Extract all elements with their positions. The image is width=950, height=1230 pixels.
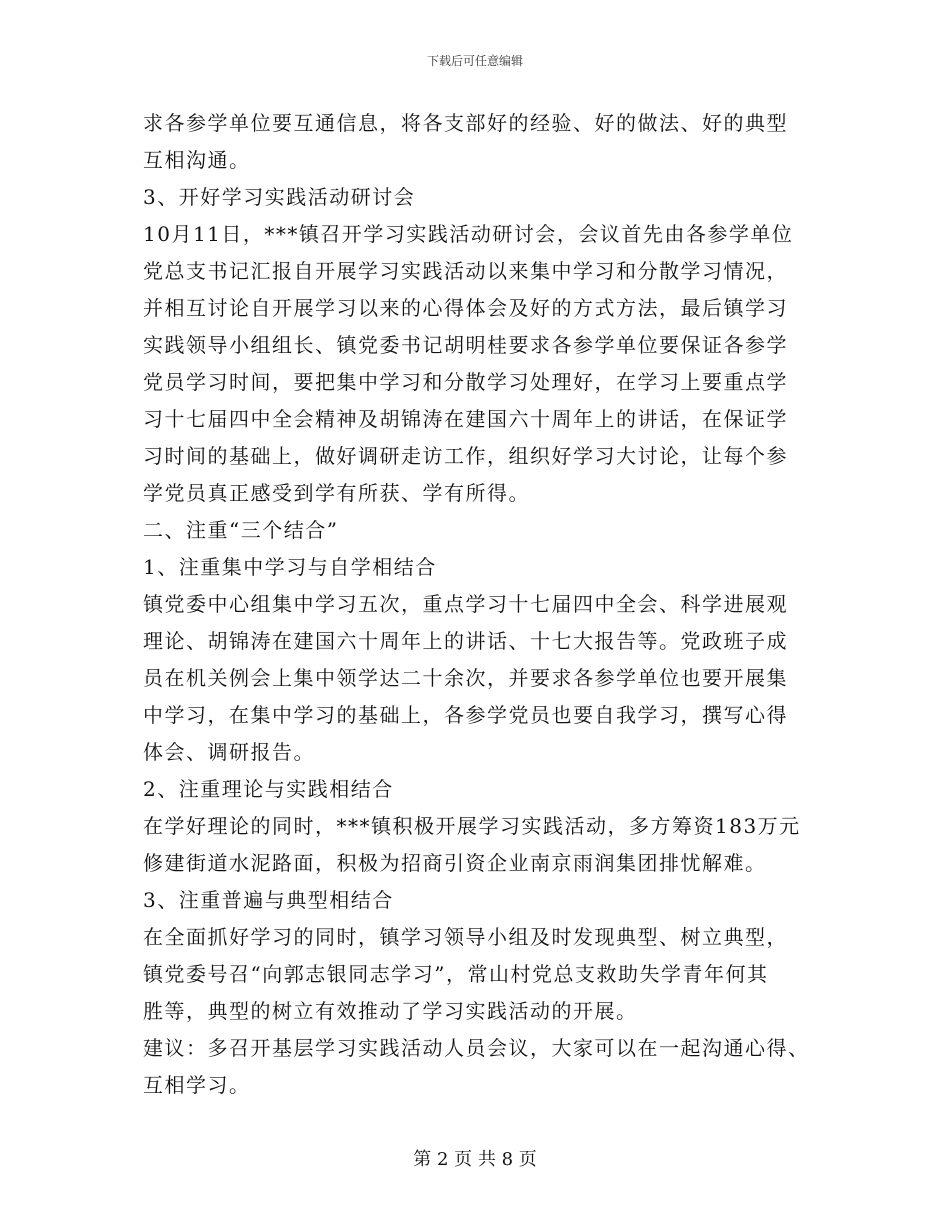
body-line: 体会、调研报告。 [143,740,315,764]
page-header: 下载后可任意编辑 [426,54,523,68]
section-heading: 3、注重普遍与典型相结合 [143,888,394,912]
body-line: 10月11日，***镇召开学习实践活动研讨会，会议首先由各参学单位 [143,222,794,246]
section-heading: 二、注重“三个结合” [143,518,339,542]
body-line: 理论、胡锦涛在建国六十周年上的讲话、十七大报告等。党政班子成 [143,629,788,653]
body-line: 求各参学单位要互通信息，将各支部好的经验、好的做法、好的典型 [143,111,788,135]
body-line: 并相互讨论自开展学习以来的心得体会及好的方式方法，最后镇学习 [143,296,788,320]
body-line: 实践领导小组组长、镇党委书记胡明桂要求各参学单位要保证各参学 [143,333,788,357]
body-line: 习时间的基础上，做好调研走访工作，组织好学习大讨论，让每个参 [143,444,788,468]
body-line: 在学好理论的同时，***镇积极开展学习实践活动，多方筹资183万元 [143,814,801,838]
body-line: 镇党委中心组集中学习五次，重点学习十七届四中全会、科学进展观 [143,592,788,616]
body-line: 党员学习时间，要把集中学习和分散学习处理好，在学习上要重点学 [143,370,788,394]
body-line: 镇党委号召“向郭志银同志学习”，常山村党总支救助失学青年何其 [143,962,769,986]
body-line: 党总支书记汇报自开展学习实践活动以来集中学习和分散学习情况， [143,259,788,283]
document-body [143,105,823,1104]
body-line: 员在机关例会上集中领学达二十余次，并要求各参学单位也要开展集 [143,666,788,690]
body-line: 建议：多召开基层学习实践活动人员会议，大家可以在一起沟通心得、 [143,1036,810,1060]
page-footer: 第 2 页 共 8 页 [413,1149,537,1170]
body-line: 互相学习。 [143,1073,251,1097]
body-line: 学党员真正感受到学有所获、学有所得。 [143,481,530,505]
section-heading: 3、开好学习实践活动研讨会 [143,185,416,209]
body-line: 胜等，典型的树立有效推动了学习实践活动的开展。 [143,999,638,1023]
body-line: 中学习，在集中学习的基础上，各参学党员也要自我学习，撰写心得 [143,703,788,727]
body-line: 习十七届四中全会精神及胡锦涛在建国六十周年上的讲话，在保证学 [143,407,788,431]
body-line: 互相沟通。 [143,148,251,172]
section-heading: 2、注重理论与实践相结合 [143,777,394,801]
body-line: 修建街道水泥路面，积极为招商引资企业南京雨润集团排忧解难。 [143,851,767,875]
body-line: 在全面抓好学习的同时，镇学习领导小组及时发现典型、树立典型， [143,925,788,949]
section-heading: 1、注重集中学习与自学相结合 [143,555,437,579]
